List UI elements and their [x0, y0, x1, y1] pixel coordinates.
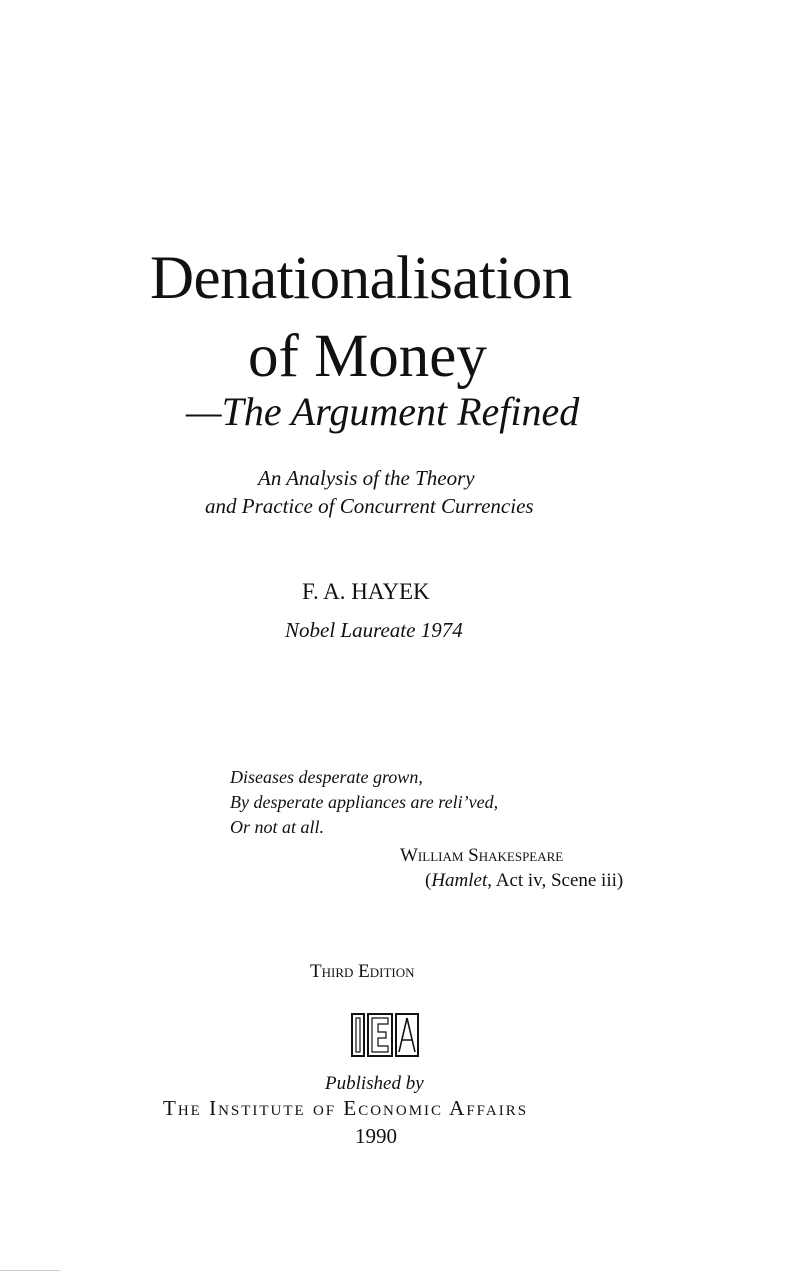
publication-year: 1990: [355, 1124, 397, 1148]
subtitle-line-1: An Analysis of the Theory: [258, 466, 475, 490]
epigraph-attribution: William Shakespeare: [400, 845, 564, 866]
source-open: (: [425, 870, 432, 891]
author-honour: Nobel Laureate 1974: [285, 618, 463, 642]
publisher-name: The Institute of Economic Affairs: [163, 1096, 529, 1120]
iea-logo-icon: [350, 1012, 420, 1058]
epigraph-source: [425, 871, 623, 890]
source-play: Hamlet: [431, 870, 488, 891]
epigraph-line-1: Diseases desperate grown,: [230, 767, 423, 787]
scan-edge-divider: [0, 1270, 60, 1271]
epigraph-line-3: Or not at all.: [230, 817, 325, 837]
source-rest: , Act iv, Scene iii): [487, 870, 624, 891]
title-line-2: of Money: [248, 323, 487, 390]
epigraph-line-2: By desperate appliances are reli’ved,: [230, 792, 499, 812]
author-name: F. A. HAYEK: [302, 579, 430, 604]
title-line-1: Denationalisation: [150, 245, 572, 312]
edition-label: Third Edition: [310, 961, 415, 982]
title-line-3: —The Argument Refined: [186, 389, 580, 434]
published-by: Published by: [325, 1073, 424, 1094]
subtitle-line-2: and Practice of Concurrent Currencies: [205, 494, 534, 518]
